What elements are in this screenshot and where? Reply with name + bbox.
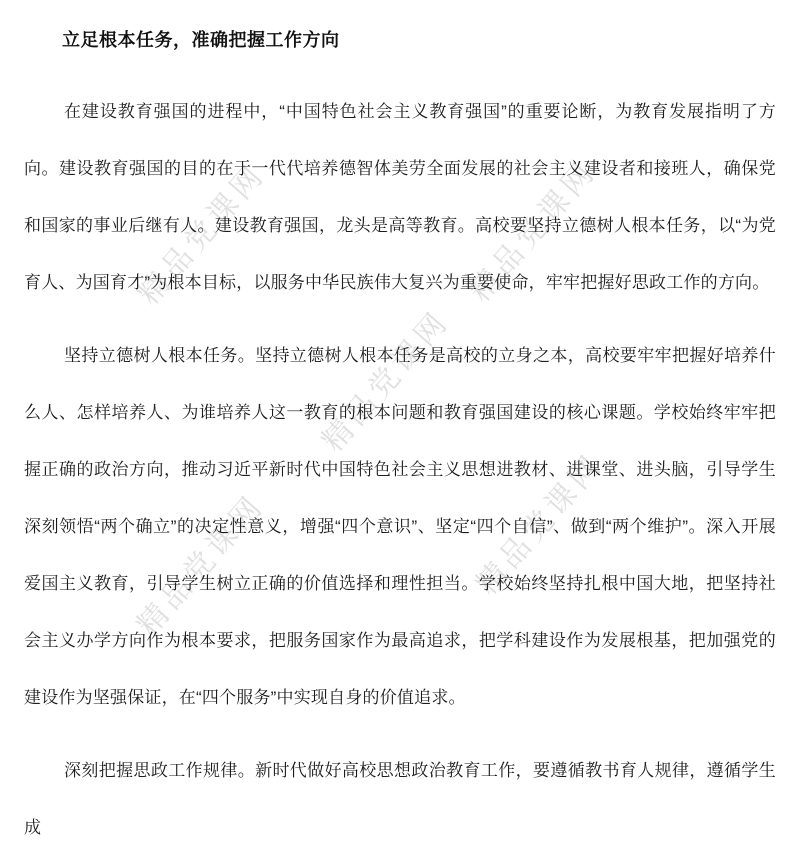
paragraph-2: 坚持立德树人根本任务。坚持立德树人根本任务是高校的立身之本，高校要牢牢把握好培养什么人、怎样培养人、为谁培养人这一教育的根本问题和教育强国建设的核心课题。学校始终牢牢把握正确的政治方向，推动习近平新时代中国特色社会主义思想进教材、进课堂、进头脑，引导学生深刻领悟“两个确立”的决定性意义，增强“四个意识”、坚定“四个自信”、做到“两个维护”。深入开展爱国主义教育，引导学生树立正确的价值选择和理性担当。学校始终坚持扎根中国大地，把坚持社会主义办学方向作为根本要求，把服务国家作为最高追求，把学科建设作为发展根基，把加强党的建设作为坚强保证，在“四个服务”中实现自身的价值追求。: [24, 346, 776, 707]
watermark-text: 精品党课网: [463, 154, 603, 309]
watermark-text: 精品党课网: [132, 157, 272, 312]
paragraph-1: 在建设教育强国的进程中，“中国特色社会主义教育强国”的重要论断，为教育发展指明了方向。建设教育强国的目的在于一代代培养德智体美劳全面发展的社会主义建设者和接班人，确保党和国家的事业后继有人。建设教育强国，龙头是高等教育。高校要坚持立德树人根本任务，以“为党育人、为国育才”为根本目标，以服务中华民族伟大复兴为重要使命，牢牢把握好思政工作的方向。: [24, 102, 776, 292]
watermark-text: 精品党课网: [470, 447, 610, 602]
watermark-text: 精品党课网: [131, 488, 271, 643]
paragraph-3: 深刻把握思政工作规律。新时代做好高校思想政治教育工作，要遵循教书育人规律，遵循学生成: [24, 761, 776, 837]
document-title: 立足根本任务，准确把握工作方向: [62, 30, 340, 50]
watermark-text: 精品党课网: [316, 304, 456, 459]
